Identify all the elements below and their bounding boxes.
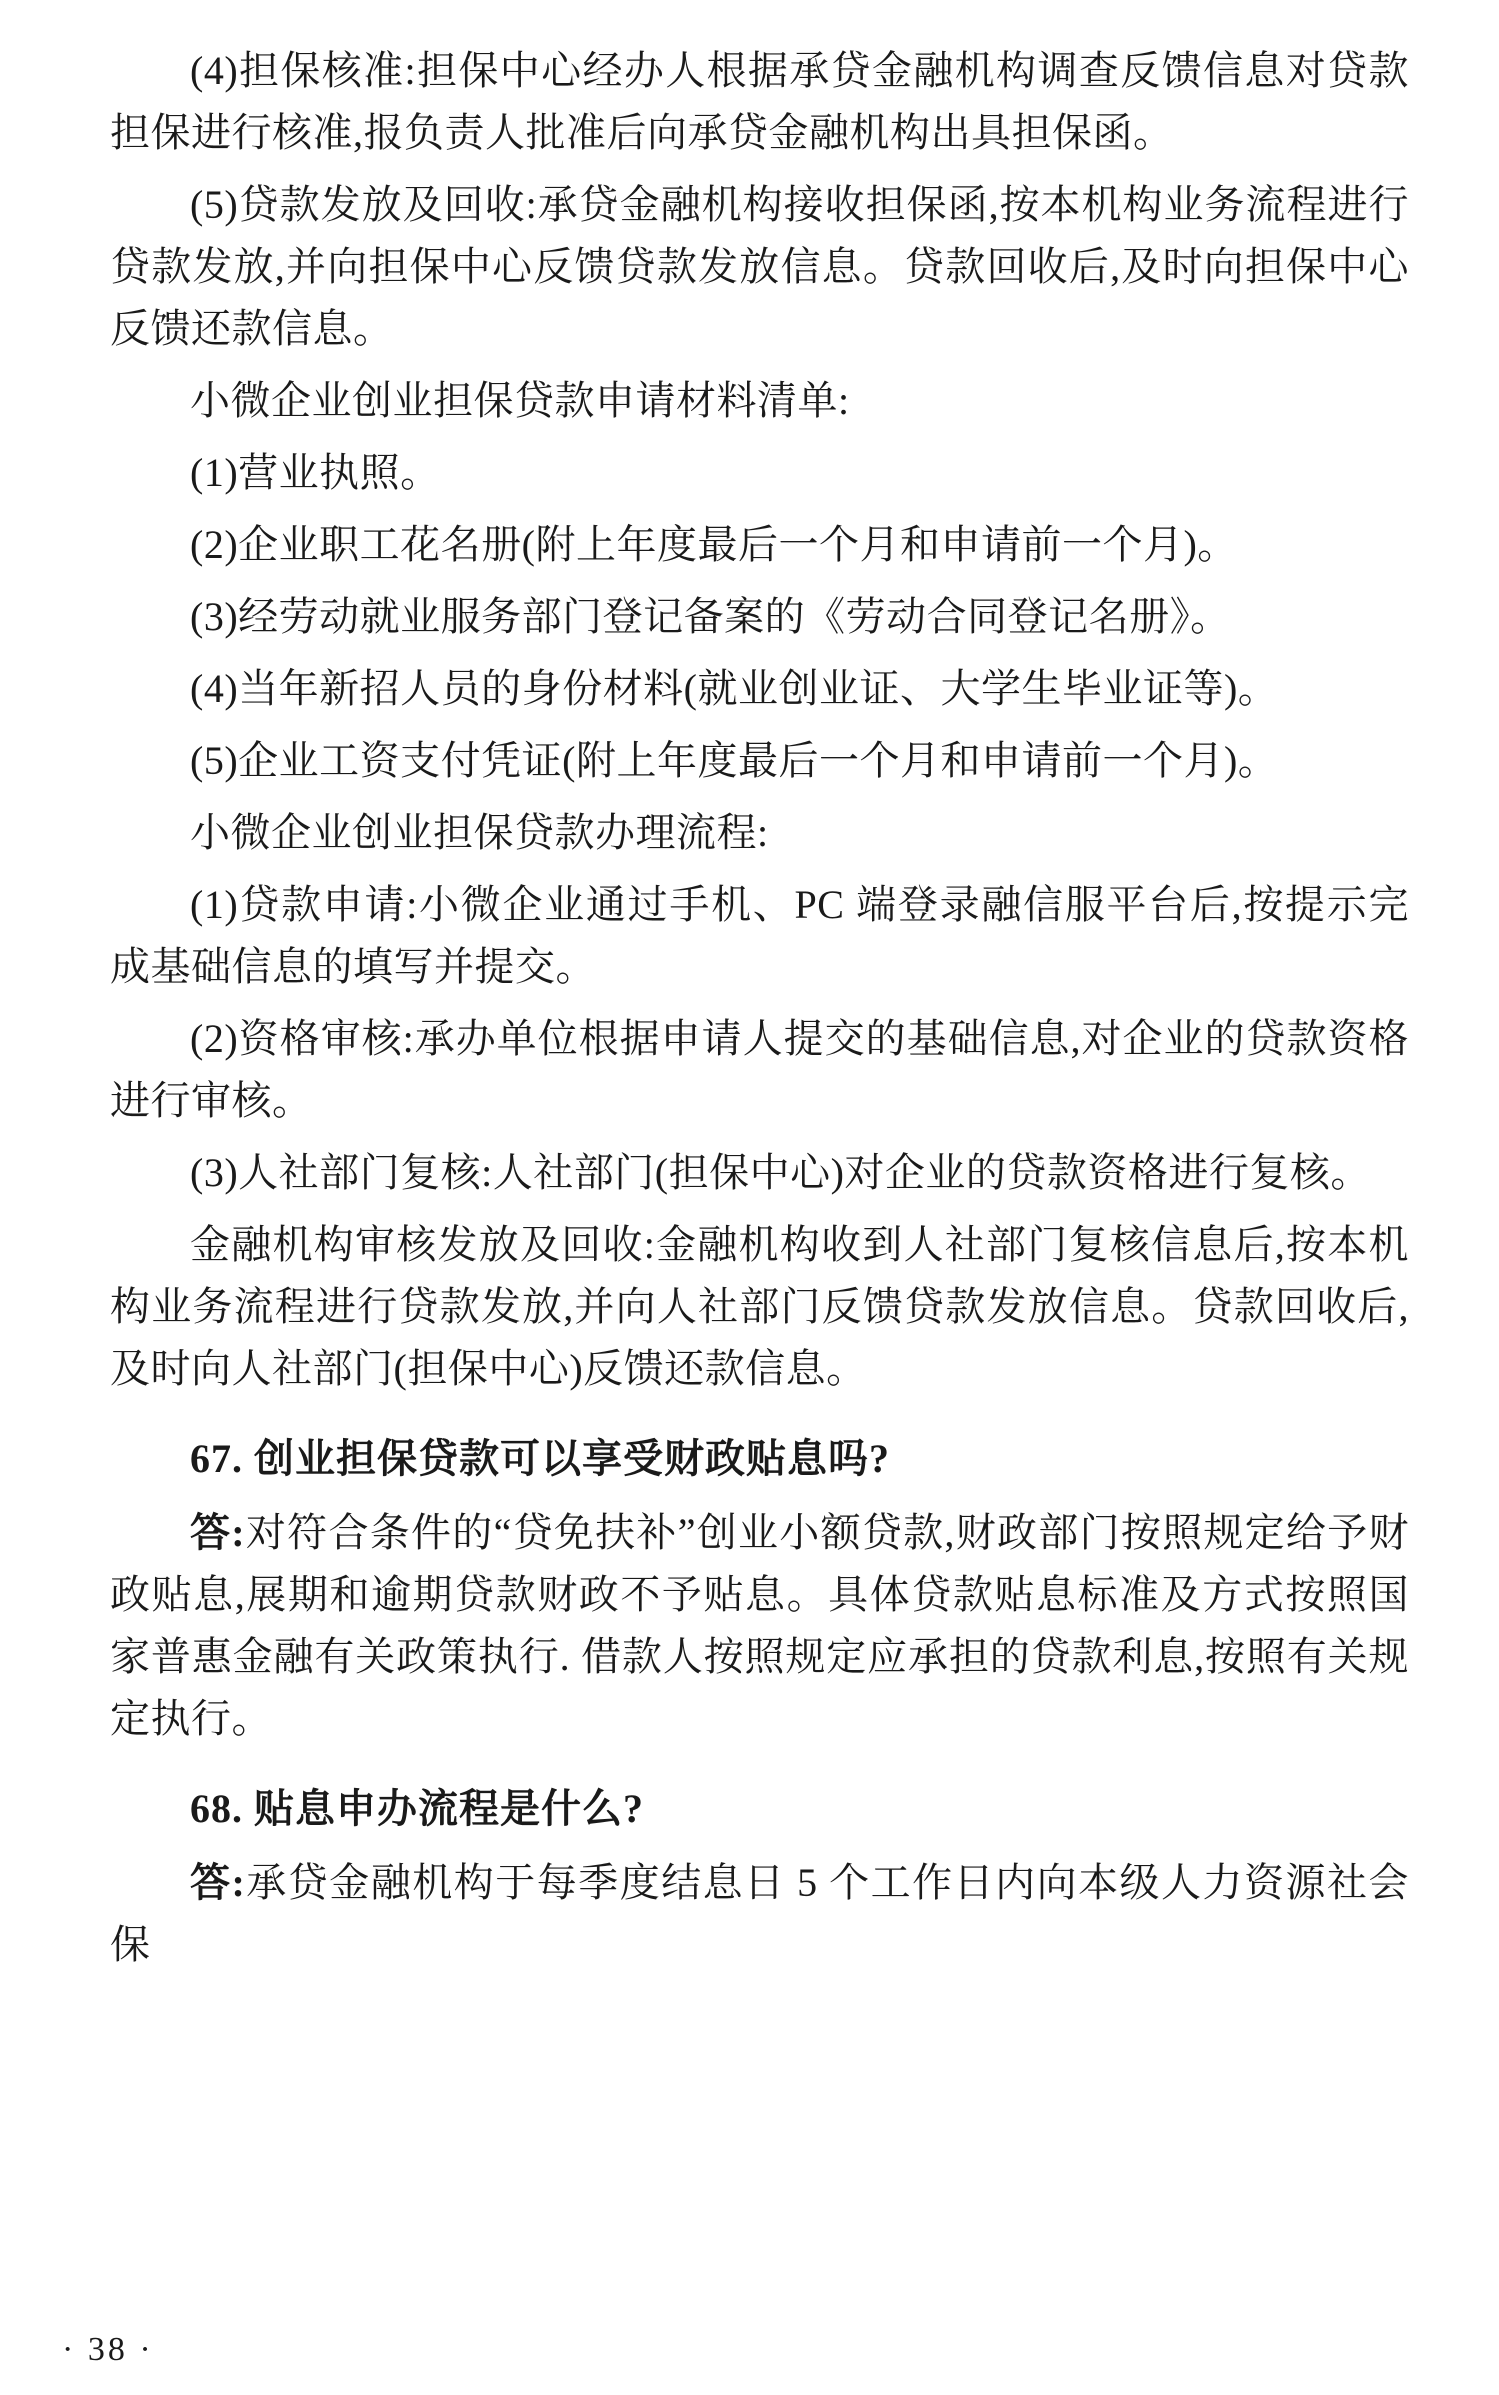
paragraph: (5)企业工资支付凭证(附上年度最后一个月和申请前一个月)。 <box>190 738 1279 783</box>
paragraph: (3)人社部门复核:人社部门(担保中心)对企业的贷款资格进行复核。 <box>190 1150 1371 1195</box>
paragraph: (2)企业职工花名册(附上年度最后一个月和申请前一个月)。 <box>190 522 1238 567</box>
paragraph: (4)当年新招人员的身份材料(就业创业证、大学生毕业证等)。 <box>190 666 1279 711</box>
paragraph: (5)贷款发放及回收:承贷金融机构接收担保函,按本机构业务流程进行贷款发放,并向担保中心反馈贷款发放信息。贷款回收后,及时向担保中心反馈还款信息。 <box>110 182 1409 351</box>
answer-68 <box>110 1852 1409 1976</box>
paragraph: 金融机构审核发放及回收:金融机构收到人社部门复核信息后,按本机构业务流程进行贷款发放,并向人社部门反馈贷款发放信息。贷款回收后,及时向人社部门(担保中心)反馈还款信息。 <box>110 1222 1409 1391</box>
paragraph: (4)担保核准:担保中心经办人根据承贷金融机构调查反馈信息对贷款担保进行核准,报负责人批准后向承贷金融机构出具担保函。 <box>110 48 1409 155</box>
answer-label: 答: <box>190 1510 246 1555</box>
paragraph: 小微企业创业担保贷款申请材料清单: <box>190 378 850 423</box>
question-heading-67: 67. 创业担保贷款可以享受财政贴息吗? <box>190 1436 890 1481</box>
paragraph: 小微企业创业担保贷款办理流程: <box>190 810 769 855</box>
page-body <box>110 40 1409 1976</box>
page-number: · 38 · <box>62 2331 154 2368</box>
paragraph: (2)资格审核:承办单位根据申请人提交的基础信息,对企业的贷款资格进行审核。 <box>110 1016 1409 1123</box>
paragraph: (1)营业执照。 <box>190 450 441 495</box>
question-heading-68: 68. 贴息申办流程是什么? <box>190 1786 644 1831</box>
answer-67 <box>110 1502 1409 1750</box>
answer-label: 答: <box>190 1860 246 1905</box>
paragraph: (1)贷款申请:小微企业通过手机、PC 端登录融信服平台后,按提示完成基础信息的填写并提交。 <box>110 882 1409 989</box>
answer-text: 承贷金融机构于每季度结息日 5 个工作日内向本级人力资源社会保 <box>110 1860 1409 1967</box>
paragraph: (3)经劳动就业服务部门登记备案的《劳动合同登记名册》。 <box>190 594 1231 639</box>
answer-text: 对符合条件的“贷免扶补”创业小额贷款,财政部门按照规定给予财政贴息,展期和逾期贷款财政不予贴息。具体贷款贴息标准及方式按照国家普惠金融有关政策执行. 借款人按照规定应承担的贷款利息,按照有关规定执行。 <box>110 1510 1409 1741</box>
